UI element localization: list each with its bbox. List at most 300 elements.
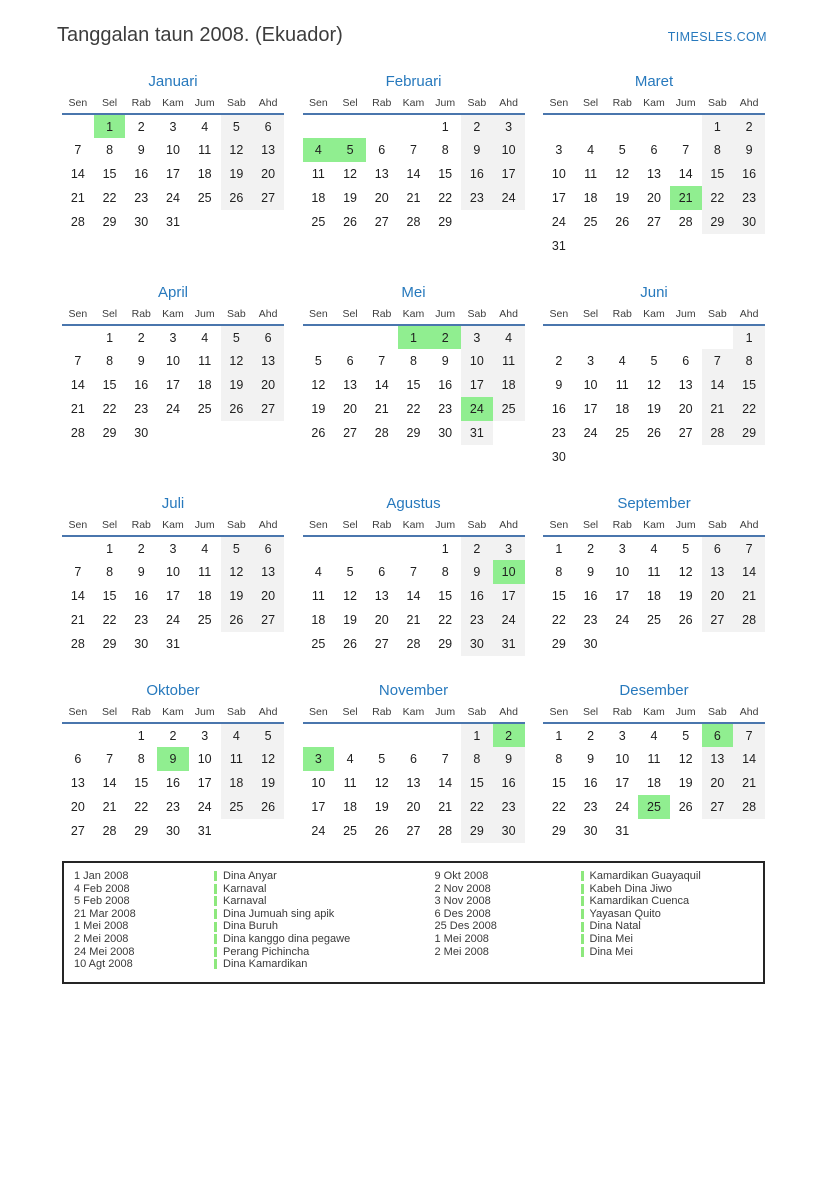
month-title[interactable]: Desember (619, 682, 689, 699)
month-calendar (62, 97, 284, 234)
month-title[interactable]: September (617, 495, 691, 512)
day-cell: 26 (311, 426, 326, 440)
week-row (62, 536, 284, 560)
day-cell: 23 (134, 402, 149, 416)
month-calendar (303, 706, 525, 843)
week-row (543, 234, 765, 258)
weekday-header: Sel (101, 308, 118, 320)
day-cell: 27 (252, 397, 284, 421)
empty-cell (702, 325, 734, 349)
empty-cell (670, 632, 702, 656)
day-cell: 28 (406, 215, 421, 229)
day-cell: 21 (406, 613, 421, 627)
day-cell: 8 (106, 565, 114, 579)
day-cell: 25 (311, 637, 326, 651)
day-cell: 19 (647, 402, 661, 416)
empty-cell (670, 445, 702, 469)
legend-date: 9 Okt 2008 (434, 870, 489, 882)
day-cell: 17 (166, 167, 180, 181)
weekday-header: Sab (227, 97, 246, 109)
empty-cell (303, 114, 335, 138)
empty-cell (366, 723, 398, 747)
legend-holiday-label: Kamardikan Guayaquil (589, 870, 701, 882)
day-cell: 4 (314, 565, 322, 579)
day-cell: 16 (493, 771, 525, 795)
legend-date: 24 Mei 2008 (74, 945, 135, 958)
week-row (62, 114, 284, 138)
legend-date: 3 Nov 2008 (434, 895, 491, 908)
empty-cell (62, 325, 94, 349)
day-cell: 18 (197, 167, 212, 181)
day-cell: 14 (70, 589, 85, 603)
month-title[interactable]: Juli (161, 495, 185, 512)
week-row (62, 632, 284, 656)
day-cell: 10 (461, 349, 493, 373)
legend-holiday-label: Dina Natal (589, 920, 641, 933)
day-cell: 7 (441, 752, 449, 766)
day-cell: 29 (438, 637, 453, 651)
day-cell: 10 (166, 143, 180, 157)
holiday-tick-icon (214, 959, 217, 969)
day-cell: 14 (406, 589, 421, 603)
day-cell: 17 (493, 584, 525, 608)
day-cell: 1 (106, 541, 114, 556)
day-cell: 17 (615, 776, 630, 790)
day-cell: 31 (551, 239, 566, 253)
day-cell: 24 (551, 215, 566, 229)
empty-cell (398, 723, 430, 747)
day-cell: 1 (733, 325, 765, 349)
weekday-header: Sab (467, 97, 487, 109)
day-cell: 10 (615, 565, 630, 579)
week-row (543, 421, 765, 445)
legend-holiday-name (214, 883, 266, 896)
day-cell: 28 (733, 795, 765, 819)
empty-cell (429, 723, 461, 747)
day-cell: 12 (343, 589, 357, 603)
weekday-header: Kam (162, 519, 184, 531)
day-cell: 20 (406, 800, 421, 814)
empty-cell (334, 723, 366, 747)
week-row (543, 795, 765, 819)
legend-row (411, 933, 758, 946)
legend-holiday-label: Dina Mei (589, 945, 633, 958)
day-cell: 7 (378, 354, 386, 368)
month-november (303, 682, 525, 843)
day-cell: 8 (441, 143, 449, 157)
day-cell: 6 (74, 752, 82, 766)
day-cell: 1 (441, 119, 449, 134)
legend-date: 4 Feb 2008 (74, 882, 130, 895)
day-cell: 14 (70, 167, 85, 181)
day-cell: 10 (197, 752, 212, 766)
day-cell: 6 (702, 536, 734, 560)
empty-cell (733, 234, 765, 258)
day-cell: 22 (438, 191, 453, 205)
week-row (303, 186, 525, 210)
month-title[interactable]: Maret (634, 73, 674, 90)
day-cell: 28 (374, 426, 389, 440)
day-cell: 7 (682, 143, 690, 157)
holiday-tick-icon (581, 884, 584, 894)
day-cell: 23 (438, 402, 453, 416)
day-cell: 21 (102, 800, 117, 814)
weekday-header: Jum (675, 706, 696, 718)
day-cell: 30 (733, 210, 765, 234)
legend-holiday-label: Dina Mei (589, 932, 633, 945)
brand-link[interactable]: TIMESLES.COM (667, 30, 767, 44)
day-cell: 5 (221, 325, 253, 349)
month-calendar (543, 706, 765, 843)
day-cell: 3 (493, 114, 525, 138)
legend-row (64, 883, 411, 896)
day-cell: 2 (137, 119, 145, 134)
weekday-header: Sel (582, 97, 599, 109)
empty-cell (493, 210, 525, 234)
day-cell: 6 (346, 354, 354, 368)
legend-holiday-label: Perang Pichincha (223, 945, 310, 958)
day-cell: 7 (74, 354, 82, 368)
day-cell: 28 (438, 824, 453, 838)
day-cell: 13 (252, 138, 284, 162)
day-cell: 20 (702, 771, 734, 795)
page-header (57, 24, 767, 47)
day-cell: 26 (678, 800, 693, 814)
day-cell: 3 (618, 541, 626, 556)
month-title[interactable]: Juni (640, 284, 668, 301)
day-cell: 29 (102, 426, 117, 440)
day-cell: 13 (343, 378, 357, 392)
day-cell: 25 (197, 402, 212, 416)
empty-cell (366, 325, 398, 349)
week-row (543, 608, 765, 632)
day-cell: 28 (702, 421, 734, 445)
day-cell: 15 (406, 378, 421, 392)
day-cell: 9 (587, 752, 595, 766)
legend-column (64, 870, 411, 971)
month-calendar (543, 97, 765, 258)
week-row (543, 445, 765, 469)
day-cell: 14 (102, 776, 117, 790)
day-cell: 20 (252, 584, 284, 608)
day-cell: 29 (438, 215, 453, 229)
day-cell: 27 (252, 608, 284, 632)
day-cell: 25 (221, 795, 253, 819)
weekday-header: Kam (643, 519, 665, 531)
day-cell: 15 (702, 162, 734, 186)
day-cell: 8 (702, 138, 734, 162)
day-cell: 20 (647, 191, 661, 205)
legend-holiday-label: Dina Anyar (223, 870, 277, 882)
month-desember (543, 682, 765, 843)
day-cell: 16 (134, 378, 149, 392)
day-cell: 3 (461, 325, 493, 349)
legend-holiday-name (581, 920, 641, 933)
weekday-header: Sel (342, 519, 358, 531)
day-cell: 20 (70, 800, 85, 814)
day-cell: 24 (166, 402, 180, 416)
weekday-header: Kam (162, 706, 184, 718)
empty-cell (221, 421, 253, 445)
day-cell: 19 (252, 771, 284, 795)
day-cell: 11 (647, 752, 661, 766)
weekday-header: Kam (643, 706, 665, 718)
day-cell: 25 (311, 215, 326, 229)
weekday-header: Rab (612, 308, 632, 320)
day-cell: 26 (221, 397, 253, 421)
day-cell: 14 (406, 167, 421, 181)
empty-cell (606, 325, 638, 349)
month-title[interactable]: Oktober (146, 682, 200, 699)
weekday-header: Sab (708, 519, 727, 531)
month-title[interactable]: Februari (385, 73, 442, 90)
week-row (62, 162, 284, 186)
day-cell: 6 (378, 143, 386, 157)
legend-holiday-name (214, 920, 278, 933)
day-cell: 19 (343, 613, 357, 627)
day-cell: 28 (70, 426, 85, 440)
empty-cell (398, 114, 430, 138)
day-cell: 26 (343, 215, 357, 229)
day-cell: 7 (409, 565, 417, 579)
month-title[interactable]: Januari (148, 73, 198, 90)
day-cell: 19 (374, 800, 389, 814)
day-cell: 18 (583, 191, 598, 205)
day-cell: 9 (137, 354, 145, 368)
day-cell: 30 (134, 637, 149, 651)
day-cell: 8 (106, 143, 114, 157)
day-cell: 10 (615, 752, 630, 766)
week-row (303, 747, 525, 771)
day-cell: 27 (70, 824, 85, 838)
day-cell: 5 (618, 143, 626, 157)
holiday-tick-icon (214, 922, 217, 932)
legend-row (64, 933, 411, 946)
day-cell: 14 (70, 378, 85, 392)
week-row (303, 162, 525, 186)
day-cell: 2 (555, 354, 563, 368)
day-cell: 26 (647, 426, 661, 440)
day-cell: 18 (647, 589, 661, 603)
day-cell: 25 (583, 215, 598, 229)
empty-cell (221, 210, 253, 234)
month-oktober (62, 682, 284, 843)
day-cell: 25 (197, 613, 212, 627)
weekday-header: Kam (162, 97, 184, 109)
day-cell: 10 (583, 378, 598, 392)
legend-holiday-name (581, 870, 701, 883)
month-title[interactable]: Mei (401, 284, 426, 301)
empty-cell (252, 421, 284, 445)
weekday-header: Sab (467, 706, 487, 718)
weekday-header: Kam (402, 97, 425, 109)
day-cell: 20 (343, 402, 357, 416)
legend-holiday-name (581, 895, 690, 908)
day-cell: 20 (702, 584, 734, 608)
weekday-header: Sen (309, 706, 328, 718)
day-cell: 11 (198, 143, 212, 157)
empty-cell (334, 114, 366, 138)
day-cell: 2 (137, 330, 145, 345)
day-cell: 21 (70, 191, 85, 205)
day-cell: 9 (587, 565, 595, 579)
empty-cell (461, 210, 493, 234)
weekday-header: Sen (68, 706, 88, 718)
day-cell: 15 (551, 776, 566, 790)
month-calendar (303, 308, 525, 445)
week-row (543, 349, 765, 373)
day-cell: 10 (551, 167, 566, 181)
day-cell: 2 (429, 325, 461, 349)
empty-cell (252, 210, 284, 234)
week-row (543, 747, 765, 771)
day-cell: 4 (346, 752, 354, 766)
day-cell: 19 (221, 584, 253, 608)
empty-cell (62, 723, 94, 747)
empty-cell (189, 632, 221, 656)
day-cell: 14 (733, 747, 765, 771)
day-cell: 21 (70, 613, 85, 627)
day-cell: 17 (166, 378, 180, 392)
day-cell: 11 (198, 354, 212, 368)
day-cell: 21 (670, 186, 702, 210)
legend-holiday-label: Dina Jumuah sing apik (223, 907, 335, 920)
day-cell: 12 (221, 560, 253, 584)
legend-holiday-name (214, 895, 266, 908)
day-cell: 17 (197, 776, 212, 790)
month-calendar (303, 519, 525, 656)
day-cell: 4 (587, 143, 595, 157)
day-cell: 27 (678, 426, 693, 440)
day-cell: 26 (615, 215, 630, 229)
day-cell: 3 (169, 119, 177, 134)
day-cell: 1 (702, 114, 734, 138)
empty-cell (670, 114, 702, 138)
day-cell: 1 (555, 541, 563, 556)
week-row (543, 138, 765, 162)
day-cell: 27 (702, 795, 734, 819)
day-cell: 29 (102, 215, 117, 229)
day-cell: 2 (461, 114, 493, 138)
legend-holiday-label: Kabeh Dina Jiwo (589, 882, 673, 895)
week-row (62, 584, 284, 608)
week-row (543, 632, 765, 656)
day-cell: 1 (106, 330, 114, 345)
month-title[interactable]: November (378, 682, 449, 699)
day-cell: 31 (166, 215, 180, 229)
day-cell: 21 (374, 402, 389, 416)
week-row (303, 584, 525, 608)
holiday-tick-icon (581, 934, 584, 944)
week-row (303, 397, 525, 421)
weekday-header: Ahd (739, 308, 759, 320)
week-row (543, 584, 765, 608)
week-row (303, 632, 525, 656)
empty-cell (543, 325, 575, 349)
day-cell: 14 (733, 560, 765, 584)
week-row (62, 325, 284, 349)
week-row (62, 795, 284, 819)
day-cell: 21 (406, 191, 421, 205)
week-row (303, 795, 525, 819)
day-cell: 1 (555, 728, 563, 743)
month-title[interactable]: April (157, 284, 188, 301)
weekday-header: Sen (68, 519, 88, 531)
weekday-header: Kam (643, 308, 665, 320)
week-row (62, 421, 284, 445)
week-row (62, 771, 284, 795)
day-cell: 28 (70, 215, 85, 229)
day-cell: 28 (406, 637, 421, 651)
day-cell: 12 (678, 752, 693, 766)
empty-cell (398, 536, 430, 560)
day-cell: 28 (678, 215, 693, 229)
legend-row (411, 883, 758, 896)
day-cell: 22 (702, 186, 734, 210)
weekday-header: Sen (549, 308, 569, 320)
day-cell: 16 (461, 584, 493, 608)
week-row (303, 373, 525, 397)
day-cell: 23 (134, 613, 149, 627)
day-cell: 31 (197, 824, 212, 838)
day-cell: 26 (221, 608, 253, 632)
weekday-header: Rab (131, 97, 151, 109)
day-cell: 13 (252, 349, 284, 373)
weekday-header: Rab (372, 308, 392, 320)
legend-row (64, 908, 411, 921)
day-cell: 12 (221, 349, 253, 373)
day-cell: 20 (678, 402, 693, 416)
day-cell: 13 (702, 747, 734, 771)
week-row (62, 373, 284, 397)
day-cell: 31 (615, 824, 630, 838)
day-cell: 5 (221, 536, 253, 560)
weekday-header: Sen (309, 308, 328, 320)
empty-cell (606, 632, 638, 656)
holiday-tick-icon (581, 909, 584, 919)
day-cell: 1 (94, 114, 126, 138)
empty-cell (543, 114, 575, 138)
day-cell: 9 (137, 565, 145, 579)
day-cell: 20 (374, 613, 389, 627)
legend-holiday-label: Dina Kamardikan (223, 958, 308, 971)
day-cell: 8 (555, 752, 563, 766)
day-cell: 28 (102, 824, 117, 838)
day-cell: 22 (438, 613, 453, 627)
legend-holiday-name (214, 958, 307, 971)
week-row (543, 114, 765, 138)
weekday-header: Sab (708, 706, 727, 718)
week-row (543, 397, 765, 421)
weekday-header: Rab (131, 519, 151, 531)
legend-holiday-name (214, 908, 334, 921)
week-row (62, 608, 284, 632)
week-row (303, 536, 525, 560)
day-cell: 14 (702, 373, 734, 397)
empty-cell (733, 632, 765, 656)
day-cell: 23 (551, 426, 566, 440)
day-cell: 21 (733, 584, 765, 608)
empty-cell (702, 819, 734, 843)
day-cell: 29 (134, 824, 149, 838)
empty-cell (252, 819, 284, 843)
month-title[interactable]: Agustus (386, 495, 441, 512)
day-cell: 25 (615, 426, 630, 440)
week-row (543, 819, 765, 843)
day-cell: 16 (583, 776, 598, 790)
legend-date: 5 Feb 2008 (74, 895, 130, 908)
day-cell: 18 (221, 771, 253, 795)
